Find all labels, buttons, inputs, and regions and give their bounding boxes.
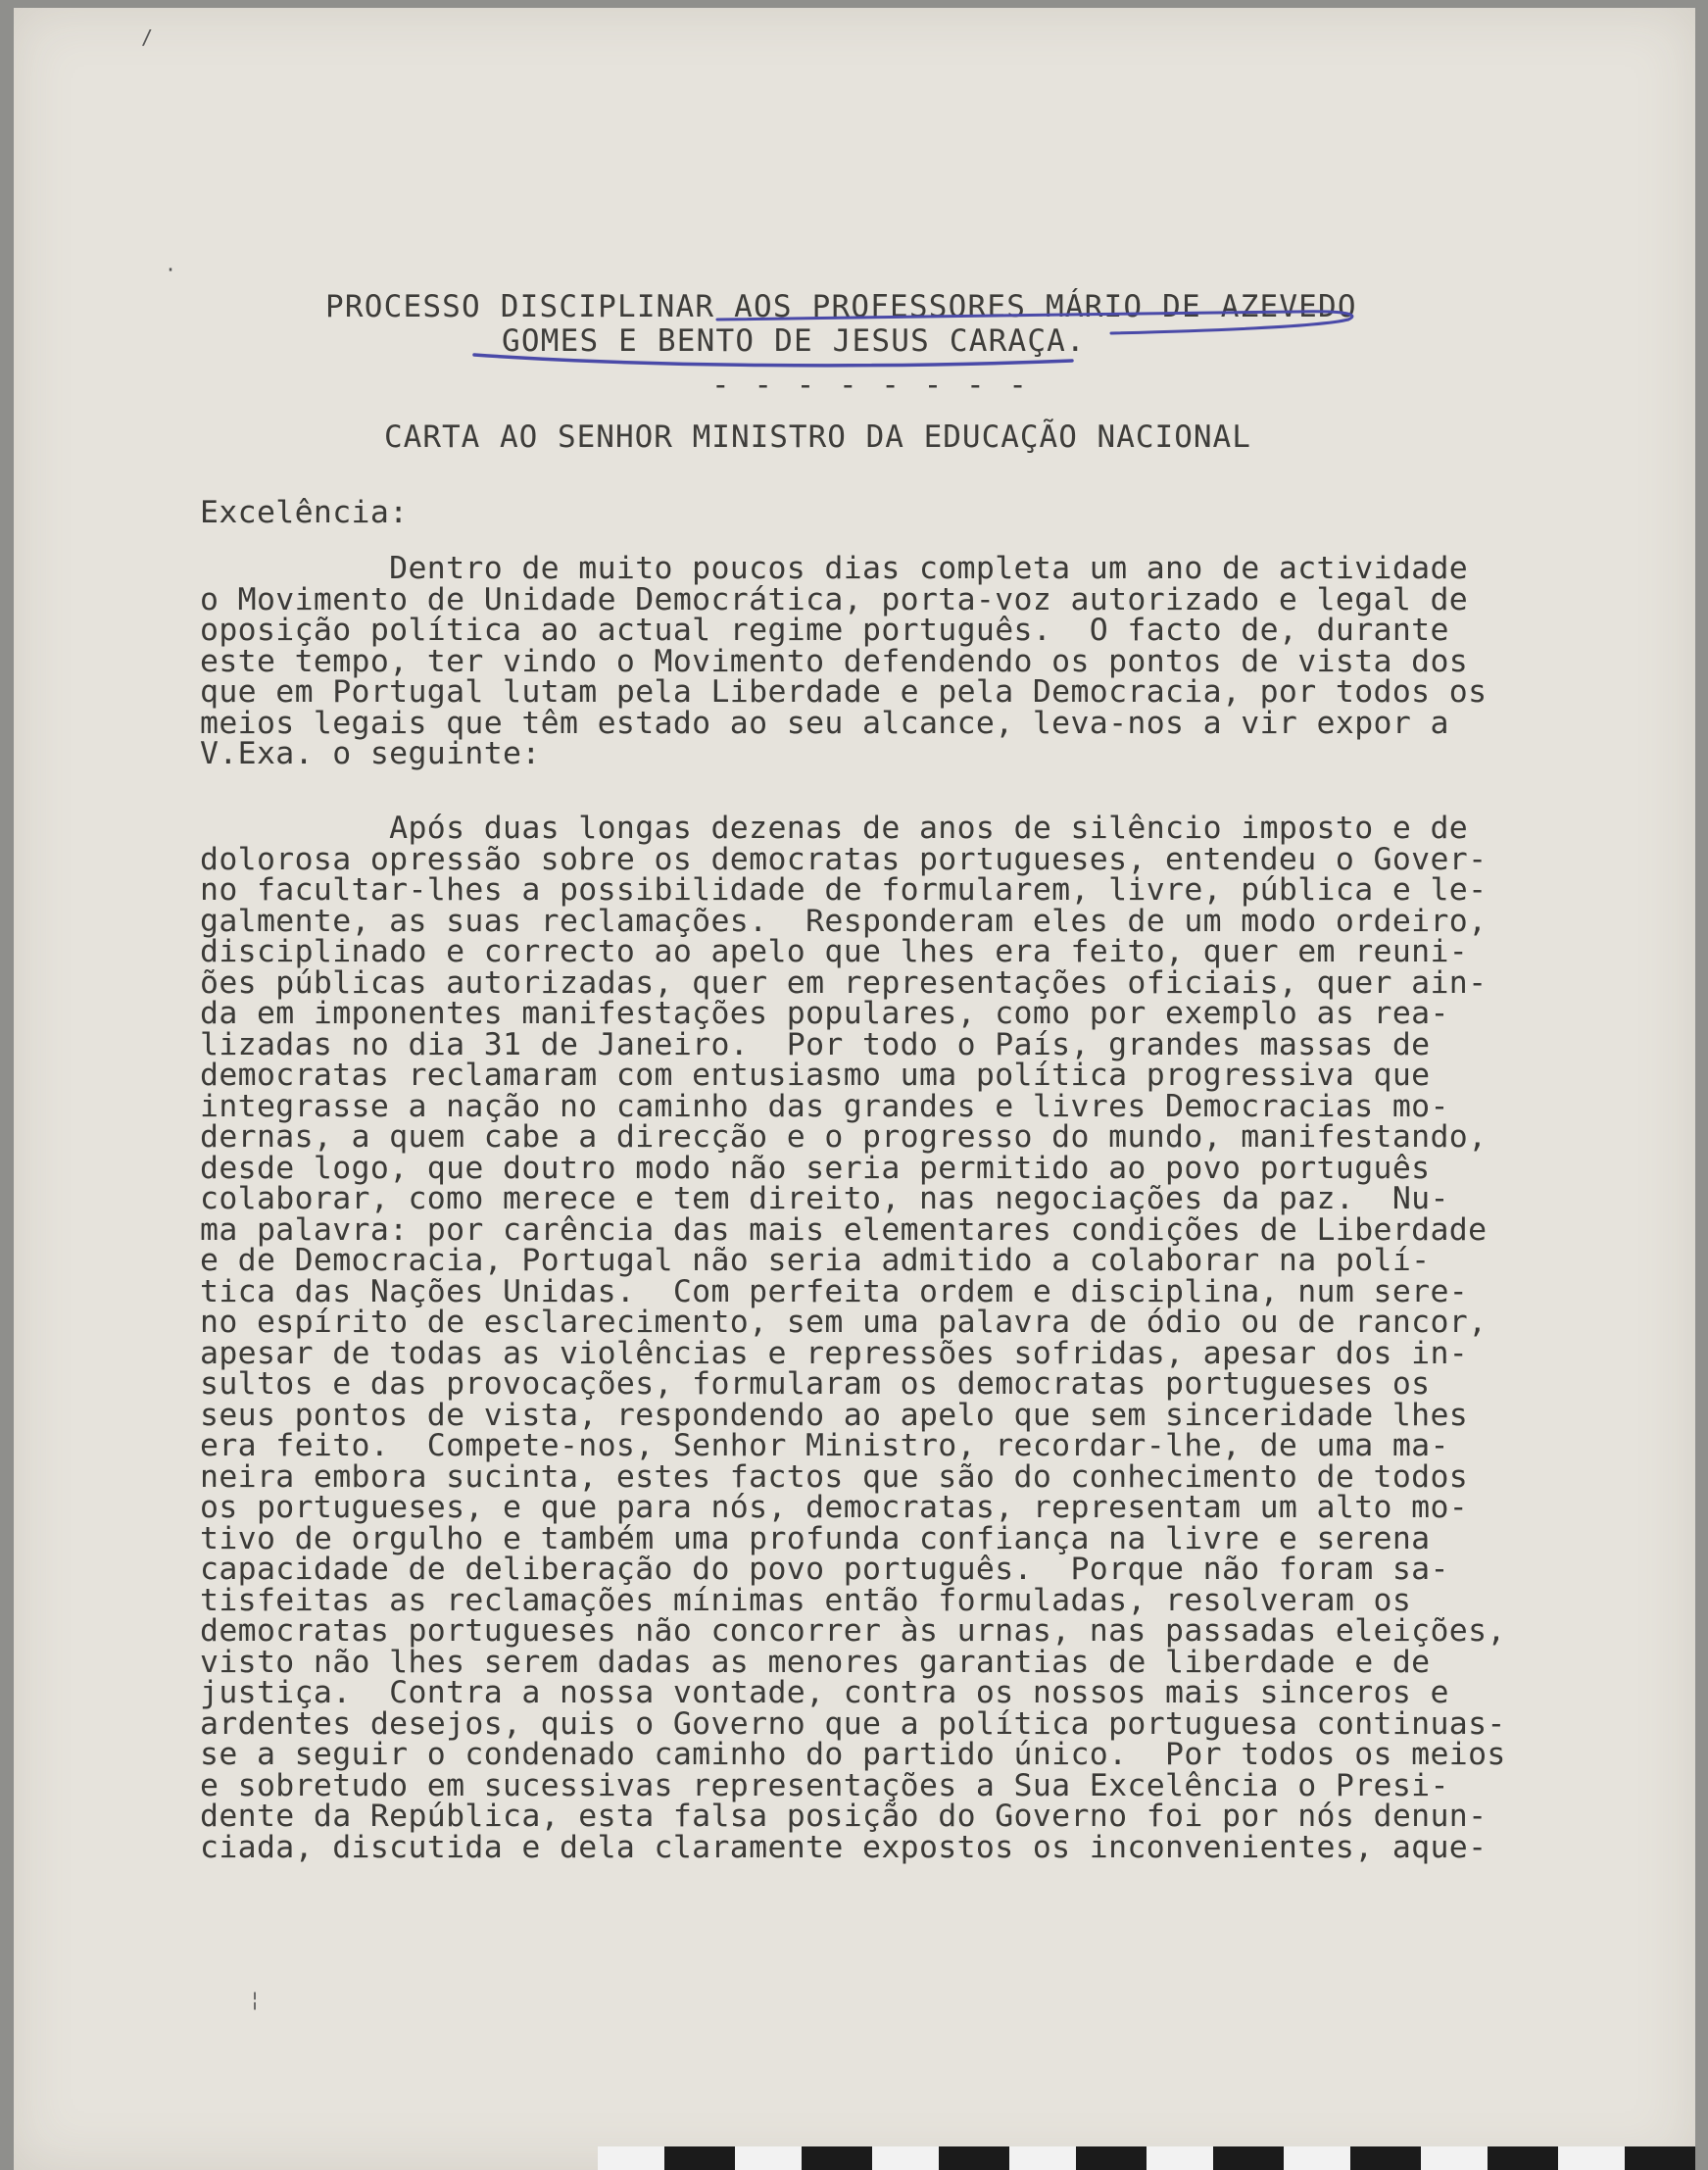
document-subtitle: CARTA AO SENHOR MINISTRO DA EDUCAÇÃO NACIONAL <box>384 419 1251 455</box>
text-line: desde logo, que doutro modo não seria permitido ao povo português <box>200 1150 1431 1186</box>
text-line: neira embora sucinta, estes factos que são do conhecimento de todos <box>200 1458 1469 1495</box>
text-line: este tempo, ter vindo o Movimento defendendo os pontos de vista dos <box>200 643 1469 679</box>
paper-mark: · <box>165 258 177 281</box>
text-line: meios legais que têm estado ao seu alcance, leva-nos a vir expor a <box>200 705 1449 741</box>
text-line: dernas, a quem cabe a direcção e o progresso do mundo, manifestando, <box>200 1119 1488 1155</box>
color-scale-bar <box>598 2146 1695 2170</box>
text-line: democratas portugueses não concorrer às urnas, nas passadas eleições, <box>200 1613 1506 1649</box>
text-line: e de Democracia, Portugal não seria admitido a colaborar na polí- <box>200 1243 1431 1278</box>
paragraph-2 <box>200 811 1552 1865</box>
text-line: visto não lhes serem dadas as menores garantias de liberdade e de <box>200 1644 1431 1680</box>
text-line: galmente, as suas reclamações. Responderam eles de um modo ordeiro, <box>200 903 1488 939</box>
text-line: colaborar, como merece e tem direito, nas negociações da paz. Nu- <box>200 1181 1449 1216</box>
text-line: Após duas longas dezenas de anos de silêncio imposto e de <box>200 811 1469 846</box>
text-line: da em imponentes manifestações populares, como por exemplo as rea- <box>200 996 1449 1031</box>
text-line: dolorosa opressão sobre os democratas portugueses, entendeu o Gover- <box>200 841 1488 877</box>
text-line: era feito. Compete-nos, Senhor Ministro, recordar-lhe, de uma ma- <box>200 1428 1449 1463</box>
separator: - - - - - - - - <box>711 368 1030 403</box>
text-line: sultos e das provocações, formularam os democratas portugueses os <box>200 1366 1431 1402</box>
text-line: disciplinado e correcto ao apelo que lhes era feito, quer em reuni- <box>200 934 1469 969</box>
document-page <box>14 8 1695 2170</box>
text-line: ciada, discutida e dela claramente expostos os inconvenientes, aque- <box>200 1829 1488 1865</box>
text-line: no facultar-lhes a possibilidade de formularem, livre, pública e le- <box>200 872 1488 908</box>
text-line: tivo de orgulho e também uma profunda confiança na livre e serena <box>200 1520 1431 1556</box>
paper-mark: / <box>141 25 154 49</box>
text-line: e sobretudo em sucessivas representações a Sua Excelência o Presi- <box>200 1767 1449 1803</box>
text-line: seus pontos de vista, respondendo ao apelo que sem sinceridade lhes <box>200 1397 1469 1433</box>
text-line: democratas reclamaram com entusiasmo uma política progressiva que <box>200 1058 1431 1093</box>
salutation: Excelência: <box>200 495 409 530</box>
paper-mark: ¦ <box>249 1988 262 2011</box>
text-line: dente da República, esta falsa posição do Governo foi por nós denun- <box>200 1799 1488 1834</box>
text-line: ardentes desejos, quis o Governo que a política portuguesa continuas- <box>200 1705 1506 1742</box>
text-line: ões públicas autorizadas, quer em representações oficiais, quer ain- <box>200 964 1488 1001</box>
text-line: tisfeitas as reclamações mínimas então formuladas, resolveram os <box>200 1582 1412 1618</box>
text-line: capacidade de deliberação do povo português. Porque não foram sa- <box>200 1552 1449 1587</box>
paragraph-1 <box>200 551 1552 771</box>
text-line: integrasse a nação no caminho das grandes e livres Democracias mo- <box>200 1088 1449 1124</box>
document-title-line-1: PROCESSO DISCIPLINAR AOS PROFESSORES MÁRIO DE AZEVEDO <box>325 289 1357 324</box>
document-title-line-2: GOMES E BENTO DE JESUS CARAÇA. <box>502 323 1086 359</box>
text-line: que em Portugal lutam pela Liberdade e pela Democracia, por todos os <box>200 674 1488 710</box>
text-line: justiça. Contra a nossa vontade, contra os nossos mais sinceros e <box>200 1675 1449 1710</box>
text-line: ma palavra: por carência das mais elementares condições de Liberdade <box>200 1211 1488 1248</box>
text-line: o Movimento de Unidade Democrática, porta-voz autorizado e legal de <box>200 581 1469 617</box>
text-line: no espírito de esclarecimento, sem uma palavra de ódio ou de rancor, <box>200 1305 1488 1340</box>
text-line: Dentro de muito poucos dias completa um ano de actividade <box>200 551 1469 586</box>
text-line: os portugueses, e que para nós, democratas, representam um alto mo- <box>200 1490 1469 1525</box>
text-line: lizadas no dia 31 de Janeiro. Por todo o País, grandes massas de <box>200 1026 1431 1062</box>
text-line: tica das Nações Unidas. Com perfeita ordem e disciplina, num sere- <box>200 1273 1469 1309</box>
text-line: apesar de todas as violências e repressões sofridas, apesar dos in- <box>200 1335 1469 1371</box>
text-line: oposição política ao actual regime português. O facto de, durante <box>200 613 1449 648</box>
text-line: V.Exa. o seguinte: <box>200 736 541 771</box>
text-line: se a seguir o condenado caminho do partido único. Por todos os meios <box>200 1737 1506 1772</box>
